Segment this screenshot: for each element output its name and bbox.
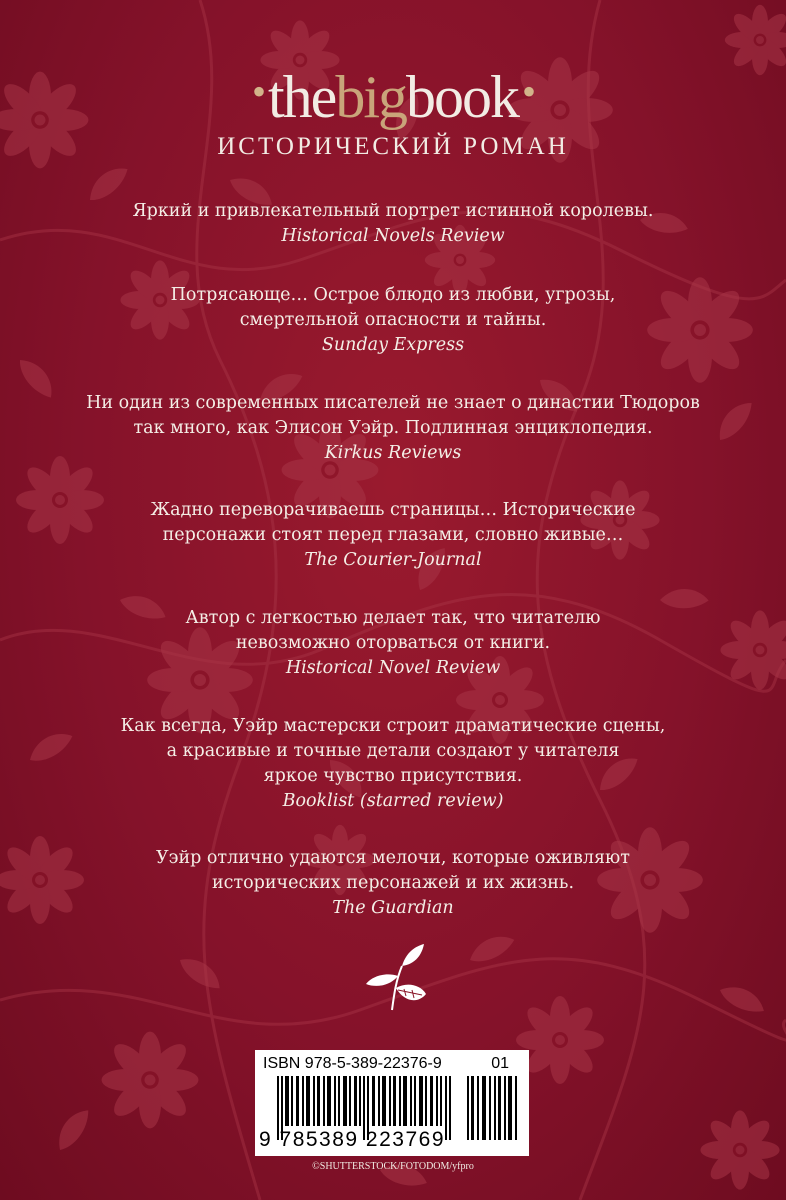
photo-credit: ©SHUTTERSTOCK/FOTODOM/yfpro xyxy=(312,1161,474,1172)
review-quote: Уэйр отлично удаются мелочи, которые оживляют исторических персонажей и их жизнь. The Guardian xyxy=(60,846,726,921)
review-source: The Guardian xyxy=(332,898,454,918)
review-source: Booklist (starred review) xyxy=(282,791,504,811)
review-source: Historical Novel Review xyxy=(285,658,501,678)
isbn-barcode xyxy=(255,1050,529,1156)
review-source: The Courier-Journal xyxy=(304,550,482,570)
publisher-logo: •thebigbook • xyxy=(251,64,534,130)
review-quote: Потрясающе… Острое блюдо из любви, угрозы, смертельной опасности и тайны. Sunday Express xyxy=(60,283,726,358)
ean-digits: 9 785389 223769 xyxy=(259,1128,445,1151)
review-quote: Яркий и привлекательный портрет истинной королевы. Historical Novels Review xyxy=(60,199,726,249)
review-quote: Как всегда, Уэйр мастерски строит драматические сцены, а красивые и точные детали создают у читателя яркое чувство присутствия. Booklist (starred review) xyxy=(60,714,726,814)
review-source: Sunday Express xyxy=(321,335,465,355)
review-quote: Ни один из современных писателей не знает о династии Тюдоров так много, как Элисон Уэйр. Подлинная энциклопедия. Kirkus Reviews xyxy=(60,391,726,466)
series-genre-label: ИСТОРИЧЕСКИЙ РОМАН xyxy=(217,133,569,160)
isbn-number: ISBN 978-5-389-22376-9 01 xyxy=(263,1055,509,1072)
isbn-addon: 01 xyxy=(491,1055,509,1072)
white-leaf-branch-icon xyxy=(362,940,428,1012)
review-source: Kirkus Reviews xyxy=(324,443,462,463)
review-quote: Автор с легкостью делает так, что читателю невозможно оторваться от книги. Historical Novel Review xyxy=(60,606,726,681)
review-source: Historical Novels Review xyxy=(281,226,505,246)
review-quote: Жадно переворачиваешь страницы… Исторические персонажи стоят перед глазами, словно живые… The Courier-Journal xyxy=(60,498,726,573)
